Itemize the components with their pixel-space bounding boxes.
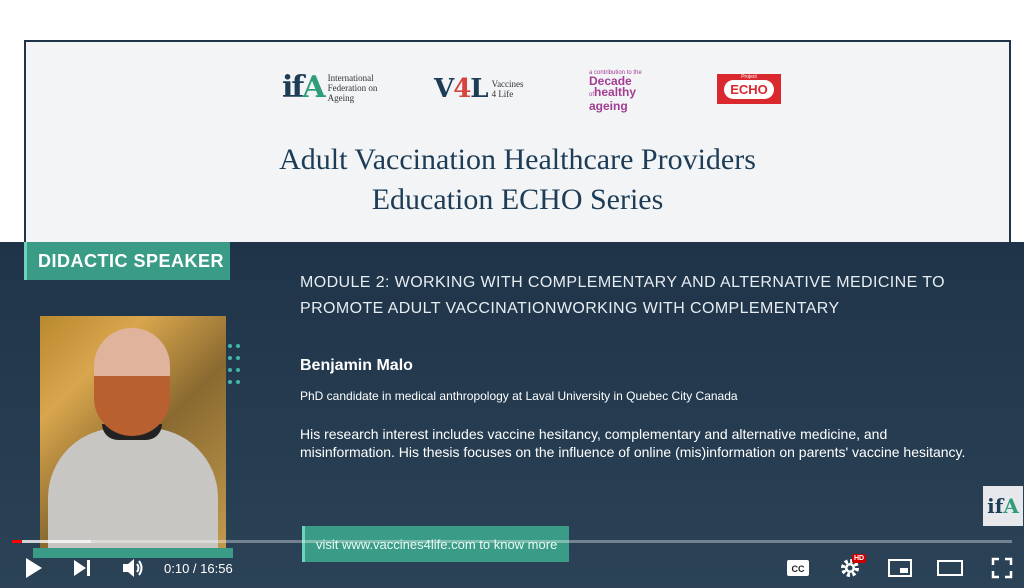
ifa-mark: ifA (282, 70, 324, 105)
dot (236, 368, 240, 372)
progress-played (12, 540, 22, 543)
settings-button[interactable] (834, 548, 866, 588)
speaker-photo (40, 316, 226, 550)
slide-title-line-1: Adult Vaccination Healthcare Providers (279, 143, 756, 176)
theater-mode-button[interactable] (934, 548, 966, 588)
play-icon (24, 557, 44, 579)
dot (228, 380, 232, 384)
hd-badge: HD (854, 555, 865, 562)
volume-button[interactable] (116, 548, 150, 588)
dot (236, 356, 240, 360)
ifa-logo (282, 70, 377, 105)
decade-of: of (589, 92, 595, 98)
player-controls (0, 548, 1024, 588)
miniplayer-icon (888, 559, 912, 577)
visit-website-banner: visit www.vaccines4life.com to know more (302, 526, 569, 562)
v4l-text (492, 79, 524, 99)
next-button[interactable] (66, 548, 98, 588)
ifa-text (328, 73, 378, 103)
healthy-word: healthy (594, 85, 637, 99)
channel-watermark[interactable]: if A (983, 486, 1023, 526)
echo-text: ECHO (730, 81, 768, 97)
partner-logos (26, 70, 1009, 113)
progress-loaded (12, 540, 91, 543)
speaker-bio: His research interest includes vaccine hesitancy, complementary and alternative medicine, and misinformation. His thesis focuses on the influence of online (mis)information on parents' vaccine hesitancy. (300, 426, 966, 460)
dot (228, 344, 232, 348)
speaker-role: PhD candidate in medical anthropology at Laval University in Quebec City Canada (300, 389, 738, 403)
dot (228, 356, 232, 360)
theater-icon (937, 560, 963, 576)
echo-project-text: Project (741, 73, 757, 80)
play-button[interactable] (18, 548, 50, 588)
captions-button[interactable] (782, 548, 814, 588)
echo-badge (724, 73, 774, 99)
project-echo-logo (717, 74, 781, 104)
v4l-text-line-1: Vaccines (491, 79, 524, 89)
ifa-text-line-3: Ageing (327, 92, 355, 103)
v4l-logo (434, 74, 524, 104)
dot (228, 368, 232, 372)
ifa-text-line-2: Federation on (327, 82, 378, 93)
dot (236, 344, 240, 348)
slide-title-line-2: Education ECHO Series (371, 183, 664, 216)
v4l-text-line-2: 4 Life (491, 89, 514, 99)
fullscreen-icon (991, 557, 1013, 579)
slide-title (26, 140, 1009, 220)
progress-bar[interactable] (12, 540, 1012, 543)
photo-shirt (48, 428, 218, 550)
decorative-dots (228, 344, 242, 384)
speaker-name: Benjamin Malo (300, 357, 413, 374)
volume-icon (121, 557, 145, 579)
module-title: MODULE 2: WORKING WITH COMPLEMENTARY AND ALTERNATIVE MEDICINE TO PROMOTE ADULT VACCINATIONWORKING WITH COMPLEMENTARY (300, 274, 945, 317)
v4l-mark: V4L (434, 74, 488, 104)
captions-icon (786, 559, 810, 577)
decade-big-text (589, 76, 642, 112)
decade-small-text: a contribution to the (589, 70, 642, 76)
dot (236, 380, 240, 384)
decade-healthy-ageing-logo (589, 70, 642, 112)
didactic-speaker-label: DIDACTIC SPEAKER (24, 242, 230, 280)
captions-icon-text: CC (791, 564, 805, 574)
miniplayer-button[interactable] (884, 548, 916, 588)
slide-header-panel (24, 40, 1011, 242)
ifa-text-line-1: International (327, 72, 374, 83)
time-display: 0:10 / 16:56 (164, 560, 233, 576)
decade-word: Decade (589, 74, 632, 88)
next-icon (72, 558, 92, 578)
slide-speaker-panel (0, 242, 1024, 588)
ageing-word: ageing (589, 99, 628, 113)
fullscreen-button[interactable] (986, 548, 1018, 588)
